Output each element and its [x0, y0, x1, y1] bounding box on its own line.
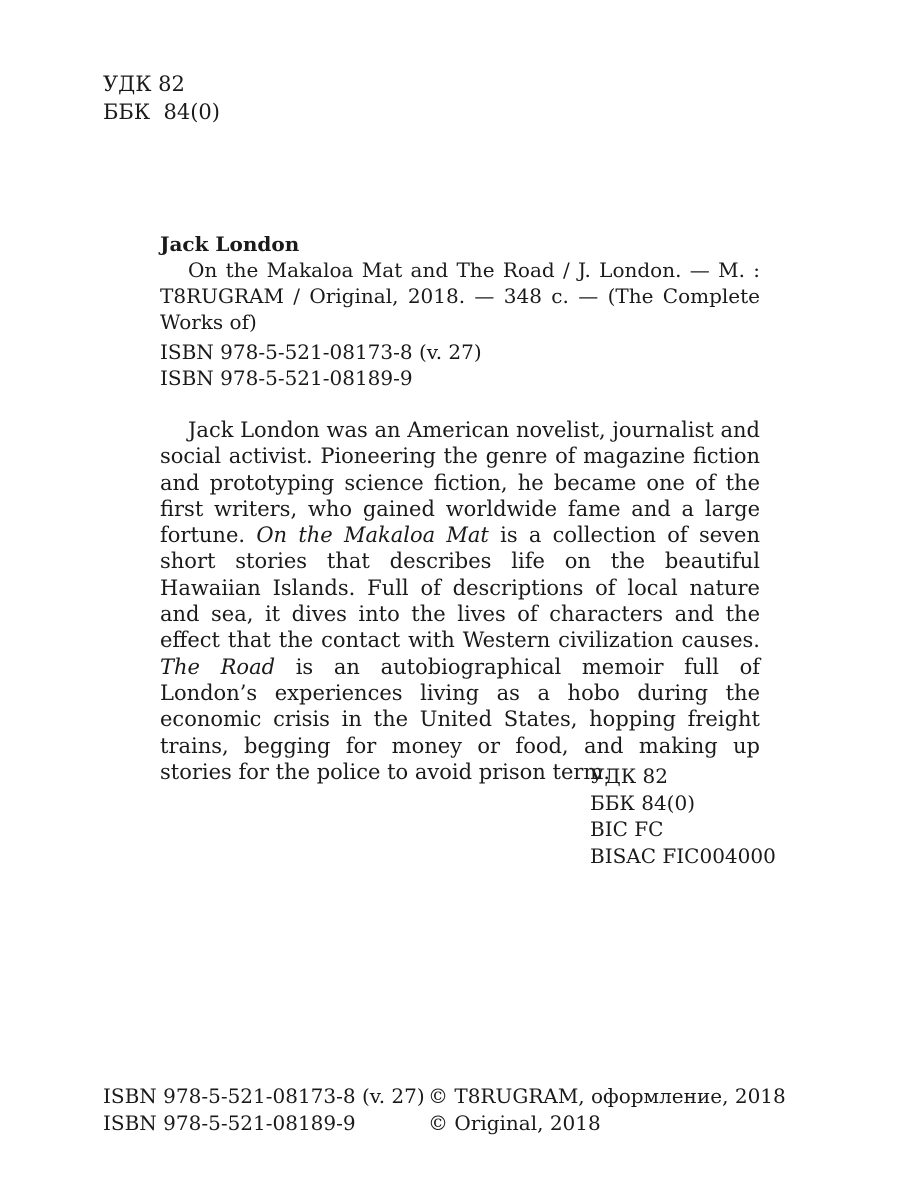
author-name: Jack London [160, 232, 300, 256]
isbn-series: ISBN 978-5-521-08189-9 [103, 1111, 356, 1135]
annotation-text-1: Jack London was an American novelist, journalist and social activist. Pioneering the genre of magazine fiction and prototyping science fiction, he became one of the first writers, who gained worldwide fame and a large fortune. [160, 418, 760, 548]
copyright-original: © Original, 2018 [428, 1111, 601, 1135]
annotation-title-the-road: The Road [160, 654, 276, 679]
top-classification-codes [103, 70, 220, 126]
isbn-series: ISBN 978-5-521-08189-9 [160, 366, 413, 390]
udk-code: УДК 82 [103, 72, 185, 96]
bibliographic-record [160, 231, 760, 335]
annotation-paragraph [160, 417, 760, 785]
classification-codes [590, 763, 776, 869]
copyright-block [428, 1083, 786, 1137]
copyright-design: © T8RUGRAM, оформление, 2018 [428, 1084, 786, 1108]
isbn-block [160, 339, 482, 391]
annotation-text-2: is a collection of seven short stories that describes life on the beautiful Hawaiian Islands. Full of descriptions of local nature and sea, it dives into the lives of characters and the effect that the contact with Western civilization causes. [160, 523, 760, 653]
isbn-volume: ISBN 978-5-521-08173-8 (v. 27) [103, 1084, 425, 1108]
annotation-text-3: is an autobiographical memoir full of London’s experiences living as a hobo during the economic crisis in the United States, hopping freight trains, begging for money or food, and making up stories for the police to avoid prison term. [160, 654, 760, 784]
udk-code: УДК 82 [590, 764, 668, 788]
bbk-code: ББК 84(0) [590, 790, 696, 815]
bibliographic-description: On the Makaloa Mat and The Road / J. London. — M. : T8RUGRAM / Original, 2018. — 348 c. — (The Complete Works of) [160, 258, 760, 334]
isbn-volume: ISBN 978-5-521-08173-8 (v. 27) [160, 340, 482, 364]
bisac-code: BISAC FIC004000 [590, 843, 776, 868]
annotation-title-makaloa-mat: On the Makaloa Mat [256, 523, 489, 548]
bottom-isbn-block [103, 1083, 425, 1137]
bic-code: BIC FC [590, 817, 664, 841]
bbk-code: ББК 84(0) [103, 100, 220, 124]
